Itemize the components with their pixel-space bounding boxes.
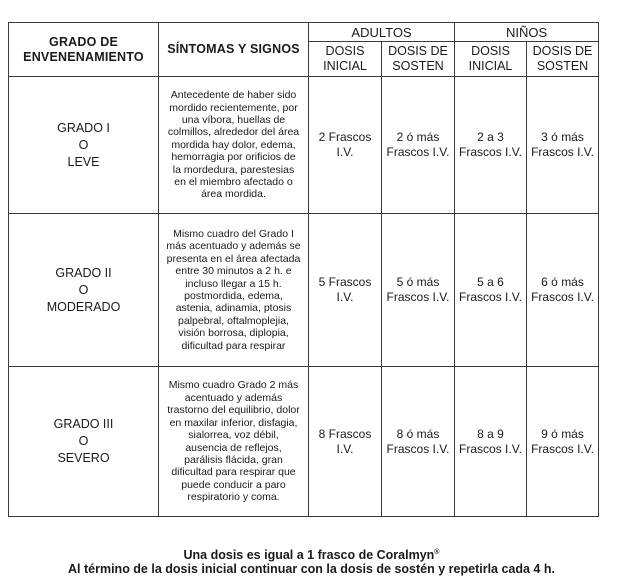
symptom-line: parálisis flácida, gran — [184, 453, 283, 466]
symptom-line: ausencia de reflejos, — [185, 441, 282, 454]
symptoms-cell — [159, 77, 309, 214]
child-initial-dose — [455, 77, 527, 214]
grade-connector: O — [78, 282, 89, 297]
symptom-line: Mismo cuadro Grado 2 más — [168, 379, 299, 392]
header-symptoms: SÍNTOMAS Y SIGNOS — [159, 23, 309, 77]
dose-route: Frascos I.V. — [531, 290, 594, 304]
symptom-line: mordido recientemente, por — [169, 101, 298, 114]
grade-cell — [9, 214, 159, 367]
grade-label: GRADO II — [55, 265, 112, 280]
header-child-sosten-line-2: SOSTEN — [536, 59, 589, 73]
registered-mark: ® — [434, 549, 440, 556]
symptom-line: postmordida, edema, — [184, 290, 283, 302]
dose-route: I.V. — [336, 145, 354, 159]
table-row-grade-3 — [9, 367, 599, 517]
dose-amount: 6 ó más — [541, 275, 584, 289]
symptom-line: astenia, adinamia, ptosis — [175, 302, 292, 315]
grade-severity: MODERADO — [46, 299, 121, 314]
symptoms-cell — [159, 367, 309, 517]
header-child-initial — [455, 42, 527, 77]
symptom-line: trastorno del equilibrio, dolor — [167, 404, 300, 417]
symptom-line: presenta en el área afectada — [166, 252, 301, 265]
grade-cell — [9, 367, 159, 517]
header-grade-line-1: GRADO DE — [49, 34, 118, 49]
dose-route: Frascos I.V. — [459, 290, 522, 304]
header-child-sosten-line-1: DOSIS DE — [532, 44, 593, 58]
grade-connector: O — [78, 434, 89, 448]
header-child-initial-line-2: INICIAL — [468, 59, 513, 73]
symptom-line: palpebral, oftalmoplejia, — [178, 314, 289, 327]
symptom-line: área mordida. — [201, 188, 266, 201]
dose-route: I.V. — [336, 441, 354, 456]
header-grade-line-2: ENVENENAMIENTO — [23, 49, 144, 64]
symptom-line: Mismo cuadro del Grado I — [173, 227, 294, 240]
symptom-line: en maxilar inferior, disfagia, — [169, 416, 298, 429]
symptom-line: incluso llegar a 15 h. — [185, 277, 282, 290]
adult-sosten-dose — [382, 77, 455, 214]
dose-amount: 5 Frascos — [318, 275, 372, 289]
dose-amount: 5 ó más — [396, 275, 440, 289]
symptom-line: acentuado y además — [184, 391, 283, 404]
symptom-line: puede conducir a paro — [181, 478, 286, 491]
adult-sosten-dose — [382, 367, 455, 517]
adult-initial-dose — [309, 214, 382, 367]
symptoms-cell — [159, 214, 309, 367]
header-adult-sosten-line-2: SOSTEN — [392, 59, 444, 73]
footnote-dose-text: Una dosis es igual a 1 frasco de Coralmyn — [183, 548, 435, 563]
symptom-line: la mordedura, parestesias — [172, 163, 295, 176]
header-children: NIÑOS — [455, 23, 599, 42]
dose-amount: 8 Frascos — [318, 426, 372, 441]
header-adult-sosten-line-1: DOSIS DE — [388, 44, 448, 58]
child-initial-dose — [455, 367, 527, 517]
dose-route: Frascos I.V. — [459, 145, 522, 159]
grade-severity: SEVERO — [57, 451, 110, 465]
dose-amount: 5 a 6 — [477, 275, 504, 289]
antivenom-dosage-table — [8, 22, 599, 517]
dose-amount: 3 ó más — [541, 130, 584, 144]
symptom-line: dificultad para respirar que — [171, 466, 296, 479]
symptom-line: respiratorio y coma. — [187, 491, 280, 504]
grade-connector: O — [78, 137, 89, 152]
dose-amount: 8 a 9 — [477, 426, 504, 441]
grade-severity: LEVE — [67, 154, 100, 169]
adult-initial-dose — [309, 367, 382, 517]
header-row-groups — [9, 23, 599, 42]
footnote-dosing-schedule: Al término de la dosis inicial continuar con la dosis de sostén y repetirla cada 4 h. — [68, 562, 555, 576]
table-row-grade-1 — [9, 77, 599, 214]
child-sosten-dose — [527, 367, 599, 517]
dose-amount: 8 ó más — [396, 426, 440, 441]
symptom-line: en el miembro afectado o — [174, 176, 293, 189]
symptom-line: mordida hay dolor, edema, — [171, 138, 296, 151]
dose-route: Frascos I.V. — [386, 145, 450, 159]
grade-cell — [9, 77, 159, 214]
symptom-line: una víbora, huellas de — [181, 113, 286, 126]
dose-route: Frascos I.V. — [531, 441, 594, 456]
symptom-line: visión borrosa, diplopia, — [178, 327, 289, 340]
adult-initial-dose — [309, 77, 382, 214]
dose-route: Frascos I.V. — [386, 290, 450, 304]
symptom-line: Antecedente de haber sido — [170, 89, 297, 102]
header-adult-sosten — [382, 42, 455, 77]
symptom-line: colmillos, alrededor del área — [167, 126, 300, 139]
adult-sosten-dose — [382, 214, 455, 367]
header-grade — [9, 23, 159, 77]
symptom-line: sialorrea, voz débil, — [188, 429, 279, 442]
dose-route: Frascos I.V. — [531, 145, 594, 159]
dose-route: I.V. — [336, 290, 354, 304]
dose-amount: 2 a 3 — [477, 130, 504, 144]
symptom-line: hemorragia por orificios de — [171, 151, 296, 164]
grade-label: GRADO I — [57, 120, 110, 135]
symptom-line: más acentuado y además se — [166, 240, 301, 253]
dose-amount: 9 ó más — [541, 426, 584, 441]
child-sosten-dose — [527, 214, 599, 367]
dose-amount: 2 Frascos — [318, 130, 372, 144]
header-adult-initial — [309, 42, 382, 77]
dose-route: Frascos I.V. — [459, 441, 522, 456]
header-adult-initial-line-2: INICIAL — [323, 59, 367, 73]
child-sosten-dose — [527, 77, 599, 214]
header-child-sosten — [527, 42, 599, 77]
table-row-grade-2 — [9, 214, 599, 367]
header-child-initial-line-1: DOSIS — [471, 44, 510, 58]
dose-route: Frascos I.V. — [386, 441, 450, 456]
header-adult-initial-line-1: DOSIS — [325, 44, 365, 58]
symptom-line: dificultad para respirar — [181, 339, 286, 352]
header-adults: ADULTOS — [309, 23, 455, 42]
child-initial-dose — [455, 214, 527, 367]
symptom-line: entre 30 minutos a 2 h. e — [175, 265, 292, 278]
grade-label: GRADO III — [53, 417, 114, 431]
dose-amount: 2 ó más — [396, 130, 440, 144]
